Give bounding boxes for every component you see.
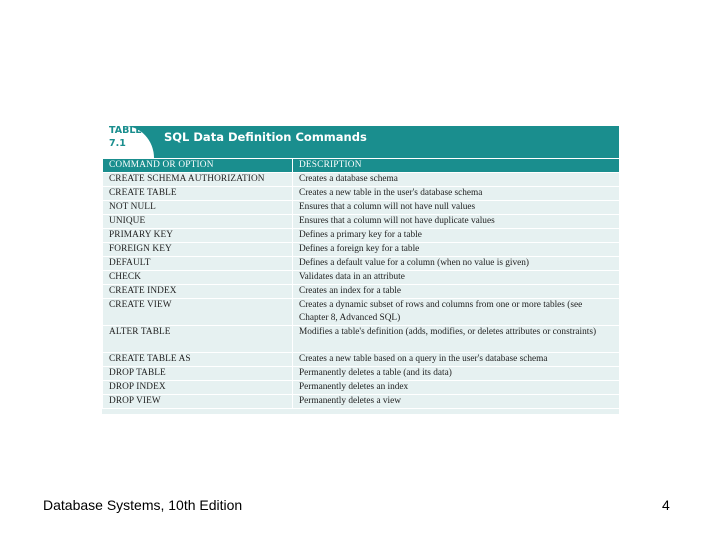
table-row xyxy=(103,243,620,257)
table-row xyxy=(103,229,620,243)
description-cell: Creates a database schema xyxy=(293,173,620,187)
description-cell: Creates a new table in the user's database schema xyxy=(293,187,620,201)
table-number: 7.1 xyxy=(109,138,126,149)
command-cell: UNIQUE xyxy=(103,215,293,229)
command-cell: DROP TABLE xyxy=(103,367,293,381)
table-row xyxy=(103,187,620,201)
command-cell: CREATE INDEX xyxy=(103,285,293,299)
table-row xyxy=(103,201,620,215)
table-header-bar xyxy=(102,126,619,158)
command-cell: DROP VIEW xyxy=(103,395,293,409)
description-cell: Permanently deletes a view xyxy=(293,395,620,409)
command-cell: CREATE SCHEMA AUTHORIZATION xyxy=(103,173,293,187)
table-title: SQL Data Definition Commands xyxy=(164,130,367,144)
description-cell: Defines a foreign key for a table xyxy=(293,243,620,257)
command-cell: DEFAULT xyxy=(103,257,293,271)
description-cell: Ensures that a column will not have null values xyxy=(293,201,620,215)
command-cell: ALTER TABLE xyxy=(103,326,293,353)
command-cell: CREATE TABLE AS xyxy=(103,353,293,367)
description-cell: Modifies a table's definition (adds, modifies, or deletes attributes or constraints) xyxy=(293,326,620,353)
command-cell: DROP INDEX xyxy=(103,381,293,395)
table-row xyxy=(103,353,620,367)
description-cell: Defines a primary key for a table xyxy=(293,229,620,243)
command-cell: NOT NULL xyxy=(103,201,293,215)
column-header-description: DESCRIPTION xyxy=(293,159,620,173)
table-row xyxy=(103,271,620,285)
description-cell: Creates a new table based on a query in the user's database schema xyxy=(293,353,620,367)
column-header-command: COMMAND OR OPTION xyxy=(103,159,293,173)
command-cell: PRIMARY KEY xyxy=(103,229,293,243)
command-cell: FOREIGN KEY xyxy=(103,243,293,257)
table-row xyxy=(103,367,620,381)
table-row xyxy=(103,173,620,187)
table-row xyxy=(103,285,620,299)
commands-table xyxy=(102,158,620,409)
description-cell: Defines a default value for a column (when no value is given) xyxy=(293,257,620,271)
page-number: 4 xyxy=(662,497,670,513)
description-cell: Creates a dynamic subset of rows and columns from one or more tables (see Chapter 8, Advanced SQL) xyxy=(293,299,620,326)
description-cell: Validates data in an attribute xyxy=(293,271,620,285)
description-cell: Permanently deletes an index xyxy=(293,381,620,395)
command-cell: CHECK xyxy=(103,271,293,285)
description-cell: Creates an index for a table xyxy=(293,285,620,299)
command-cell: CREATE TABLE xyxy=(103,187,293,201)
sql-ddl-table-figure xyxy=(102,126,619,414)
table-row xyxy=(103,381,620,395)
description-cell: Permanently deletes a table (and its data) xyxy=(293,367,620,381)
column-header-row xyxy=(103,159,620,173)
table-row xyxy=(103,395,620,409)
table-row xyxy=(103,326,620,353)
table-row xyxy=(103,299,620,326)
footer-book-title: Database Systems, 10th Edition xyxy=(43,497,243,513)
table-label-tab xyxy=(102,126,154,158)
command-cell: CREATE VIEW xyxy=(103,299,293,326)
table-label: TABLE xyxy=(109,125,142,136)
description-cell: Ensures that a column will not have duplicate values xyxy=(293,215,620,229)
table-row xyxy=(103,257,620,271)
table-row xyxy=(103,215,620,229)
